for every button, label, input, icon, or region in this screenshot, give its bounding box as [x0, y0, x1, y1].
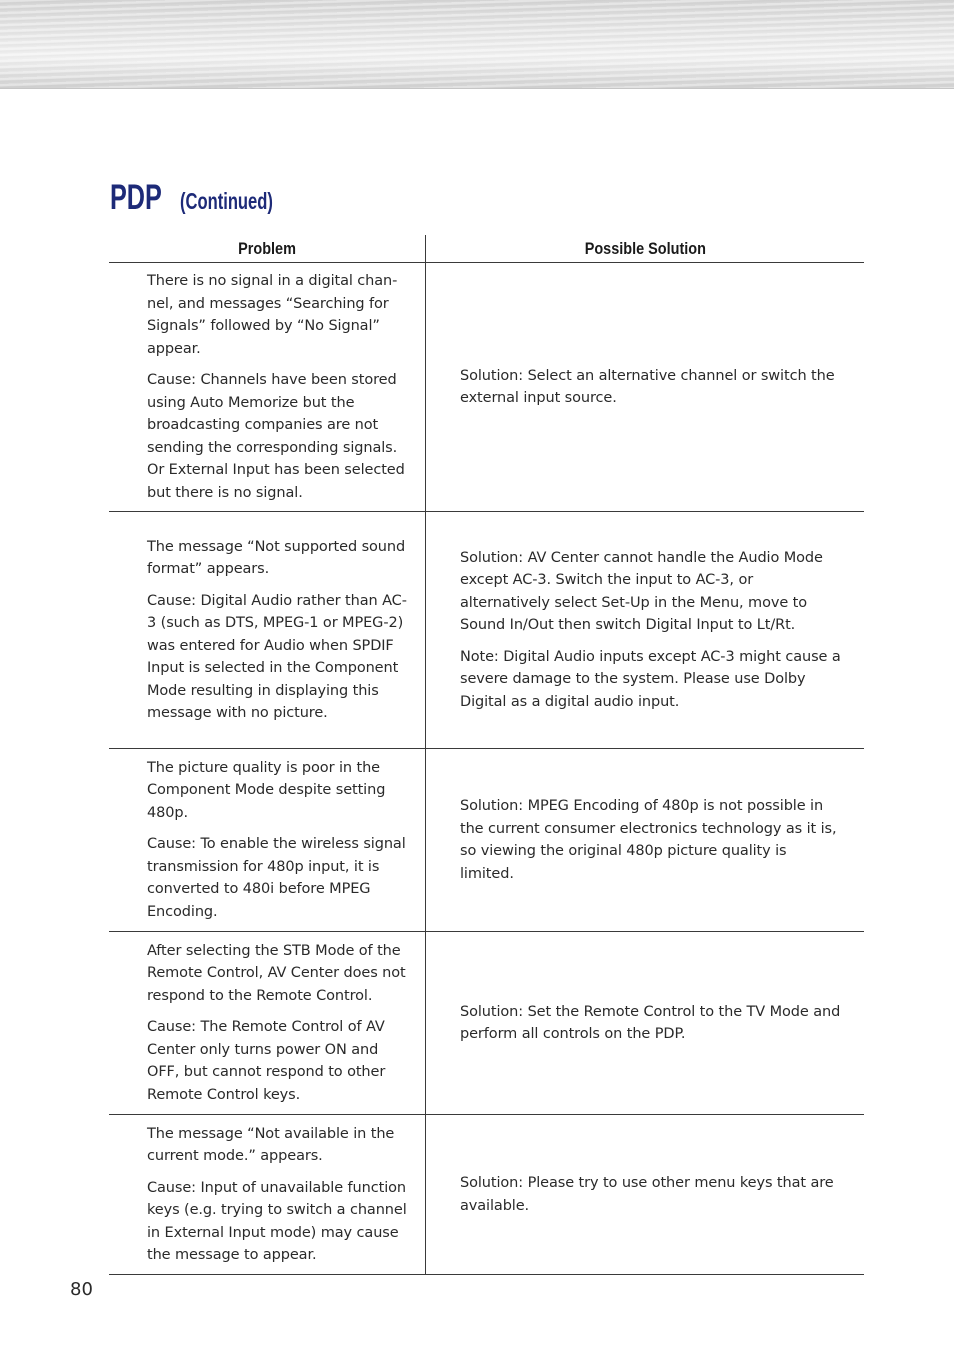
page-number: 80	[70, 1279, 93, 1300]
header-band	[0, 0, 954, 89]
page-title	[110, 178, 309, 218]
table-row	[109, 932, 864, 1115]
table-header-row	[109, 235, 864, 263]
solution-cell	[426, 932, 865, 1115]
problem-text: After selecting the STB Mode of the Remote Control, AV Center does not respond to the Remote Control.	[147, 942, 406, 1004]
cause-text: Cause: To enable the wireless signal transmission for 480p input, it is converted to 480i before MPEG Encoding.	[147, 836, 406, 920]
solution-cell	[426, 263, 865, 512]
problem-text: There is no signal in a digital chan-nel, and messages “Searching for Signals” followed by “No Signal” appear.	[147, 273, 398, 357]
table-row	[109, 512, 864, 749]
problem-text: The message “Not supported sound format” appears.	[147, 538, 406, 577]
solution-text: Solution: MPEG Encoding of 480p is not possible in the current consumer electronics technology as it is, so viewing the original 480p picture quality is limited.	[460, 798, 837, 882]
solution-text: Solution: Set the Remote Control to the TV Mode and perform all controls on the PDP.	[460, 1003, 841, 1042]
table-row	[109, 263, 864, 512]
cause-text: Cause: The Remote Control of AV Center only turns power ON and OFF, but cannot respond to other Remote Control keys.	[147, 1019, 386, 1103]
solution-text: Solution: Select an alternative channel or switch the external input source.	[460, 367, 835, 406]
cause-text: Cause: Digital Audio rather than AC-3 (such as DTS, MPEG-1 or MPEG-2) was entered for Audio when SPDIF Input is selected in the Component Mode resulting in displaying this message with no picture.	[147, 592, 407, 721]
solution-text: Solution: Please try to use other menu keys that are available.	[460, 1175, 834, 1214]
problem-cell	[109, 1115, 426, 1275]
cause-text: Cause: Input of unavailable function keys (e.g. trying to switch a channel in External Input mode) may cause the message to appear.	[147, 1179, 407, 1263]
title-continued: (Continued)	[179, 188, 273, 214]
header-solution: Possible Solution	[426, 235, 865, 263]
problem-cell	[109, 932, 426, 1115]
troubleshooting-table	[109, 235, 864, 1275]
title-main: PDP	[110, 178, 162, 217]
header-problem: Problem	[109, 235, 426, 263]
problem-text: The picture quality is poor in the Component Mode despite setting 480p.	[147, 759, 386, 821]
problem-cell	[109, 512, 426, 749]
problem-cell	[109, 263, 426, 512]
solution-text: Solution: AV Center cannot handle the Audio Mode except AC-3. Switch the input to AC-3, or alternatively select Set-Up in the Menu, move to Sound In/Out then switch Digital Input to Lt/Rt.	[460, 549, 823, 634]
problem-cell	[109, 749, 426, 932]
cause-text: Cause: Channels have been stored using Auto Memorize but the broadcasting companies are not sending the corresponding signals. Or External Input has been selected but there is no signal.	[147, 372, 405, 501]
solution-cell	[426, 1115, 865, 1275]
problem-text: The message “Not available in the current mode.” appears.	[147, 1125, 395, 1164]
table-row	[109, 1115, 864, 1275]
table-row	[109, 749, 864, 932]
note-text: Note: Digital Audio inputs except AC-3 might cause a severe damage to the system. Please use Dolby Digital as a digital audio input.	[460, 648, 841, 710]
solution-cell	[426, 512, 865, 749]
solution-cell	[426, 749, 865, 932]
